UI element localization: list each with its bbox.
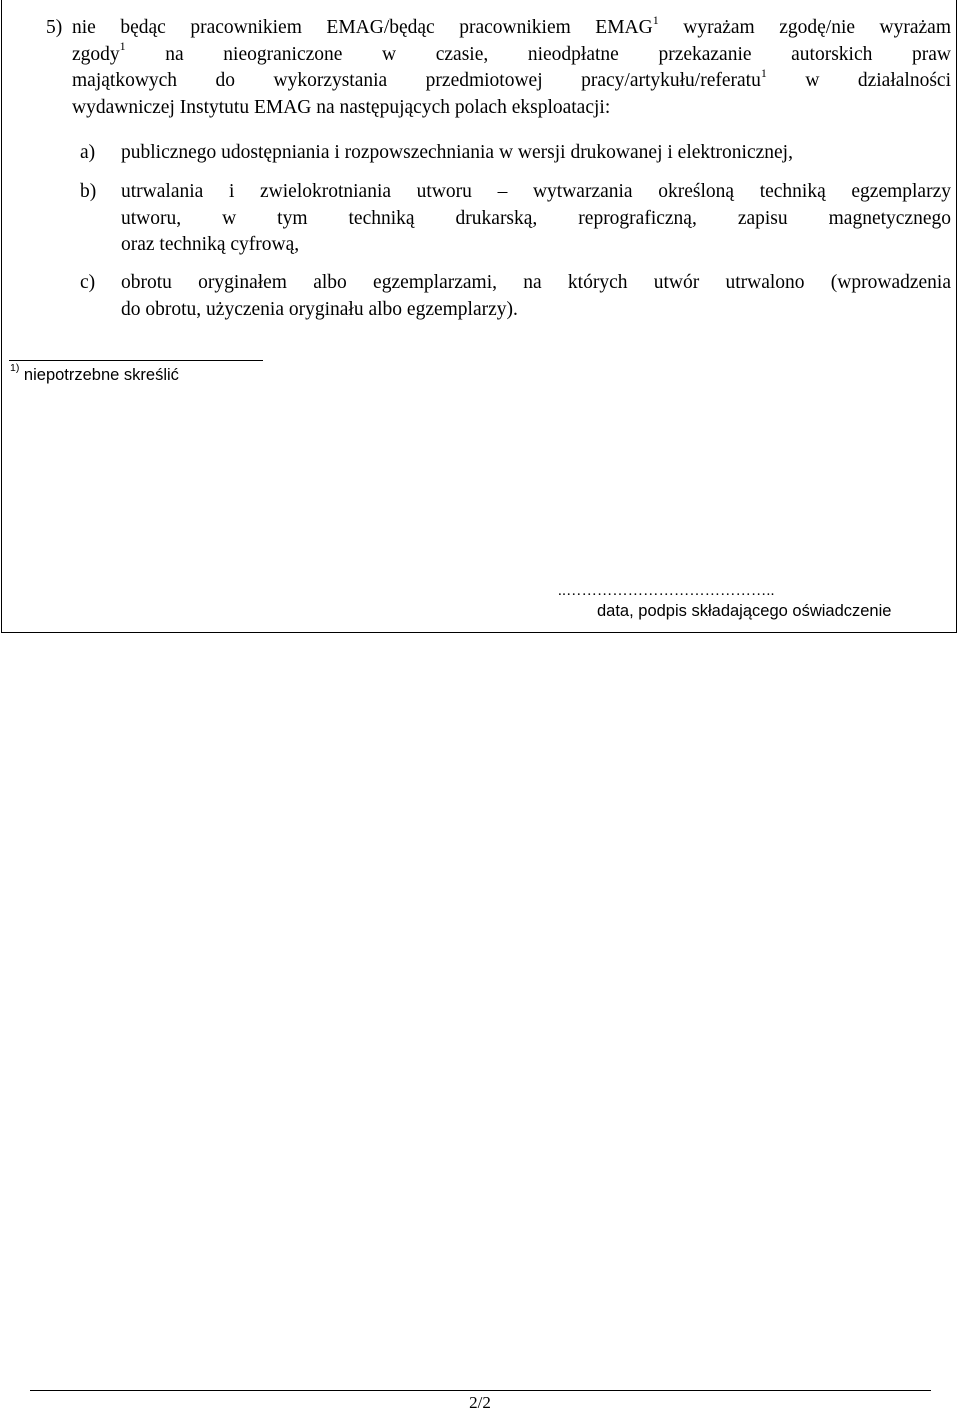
section5-line-2: zgody$^1$ na nieograniczone w czasie, nieodpłatne przekazanie autorskich praw xyxy=(72,39,951,65)
footnote-ref: 1 xyxy=(652,12,659,27)
signature-label: data, podpis składającego oświadczenie xyxy=(597,602,892,620)
footnote xyxy=(10,361,179,386)
footnote-marker: 1) xyxy=(10,361,20,374)
item-a-line-1: publicznego udostępniania i rozpowszechniania w wersji drukowanej i elektronicznej, xyxy=(121,142,793,163)
item-c-text xyxy=(121,270,951,323)
item-c-line-1: obrotu oryginałem albo egzemplarzami, na których utwór utrwalono (wprowadzenia xyxy=(121,272,951,293)
item-a-marker: a) xyxy=(80,142,96,163)
page-number: 2/2 xyxy=(469,1393,491,1412)
item-b-line-3: oraz techniką cyfrową, xyxy=(121,234,300,255)
section-number: 5) xyxy=(46,17,63,38)
item-a-text xyxy=(121,140,951,167)
section5-line-1: nie będąc pracownikiem EMAG/będąc pracownikiem EMAG$^1$ wyrażam zgodę/nie wyrażam xyxy=(72,12,952,38)
item-b-line-1: utrwalania i zwielokrotniania utworu – wytwarzania określoną techniką egzemplarzy xyxy=(121,181,951,202)
item-b-line-2: utworu, w tym techniką drukarską, reprograficzną, zapisu magnetycznego xyxy=(121,207,951,229)
footer-divider xyxy=(30,1390,931,1391)
footnote-ref: 1 xyxy=(119,39,126,53)
section5-line-4: wydawniczej Instytutu EMAG na następujących polach eksploatacji: xyxy=(72,96,611,118)
item-b-marker: b) xyxy=(80,181,97,202)
signature-dotted-line: ..………………………………….. xyxy=(558,583,775,599)
item-c-marker: c) xyxy=(80,272,96,293)
item-c-line-2: do obrotu, użyczenia oryginału albo egzemplarzy). xyxy=(121,298,518,320)
footnote-divider xyxy=(9,360,263,361)
section5-paragraph xyxy=(72,12,952,121)
item-b-text xyxy=(121,179,951,259)
footnote-ref: 1 xyxy=(760,65,767,80)
footnote-text: niepotrzebne skreślić xyxy=(19,366,179,384)
section5-line-3: majątkowych do wykorzystania przedmiotowej pracy/artykułu/referatu$^1$ w działalności xyxy=(72,65,951,91)
